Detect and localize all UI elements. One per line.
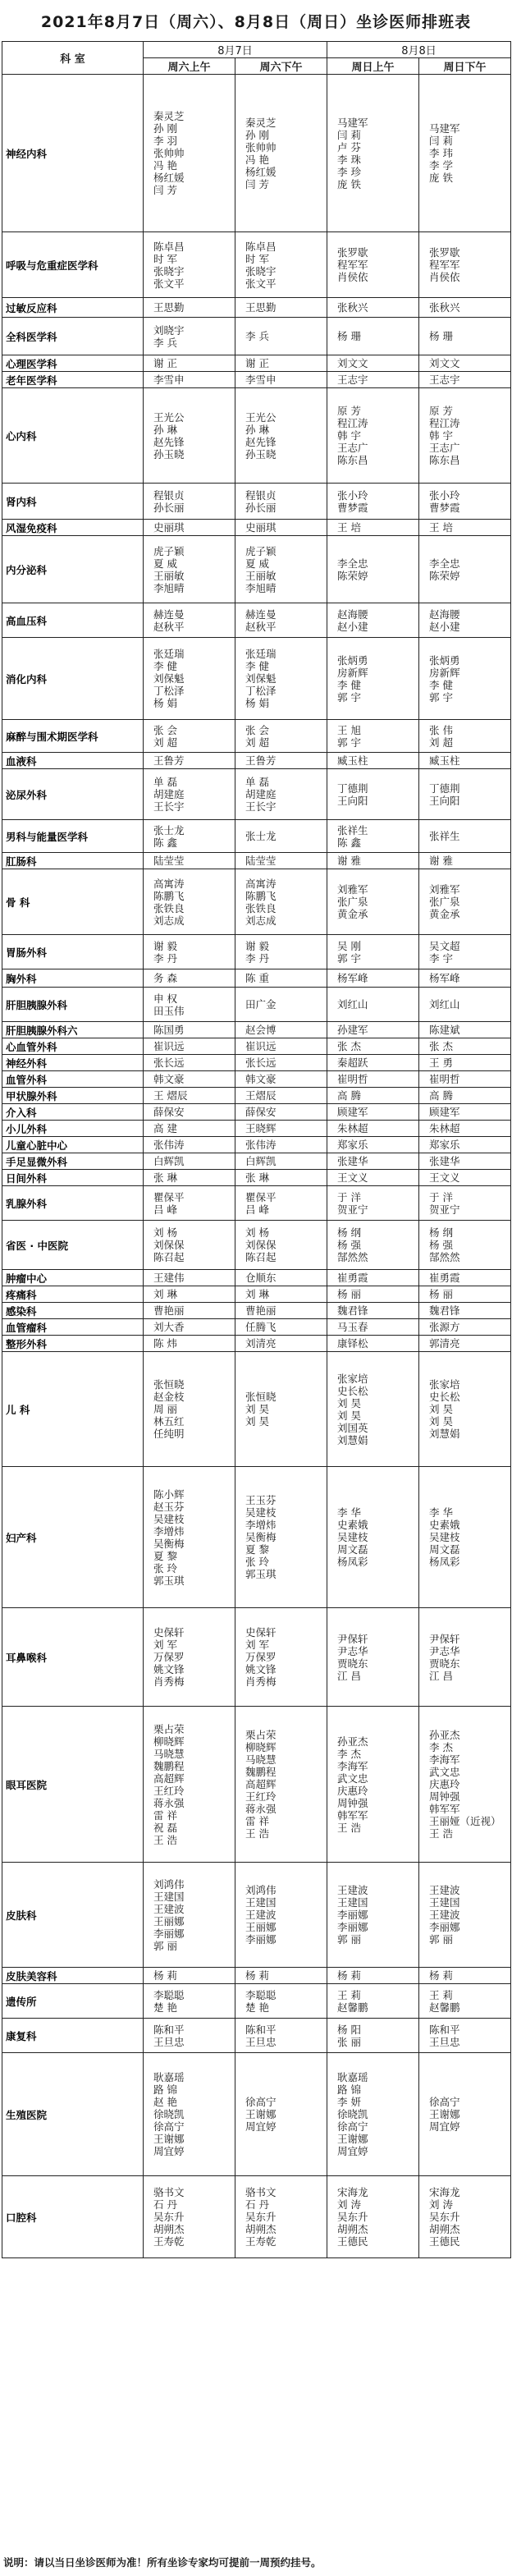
- doctor-list: 于 洋 贺亚宁: [327, 1186, 419, 1221]
- doctor-list: 陆莹莹: [235, 853, 327, 869]
- table-row: [2, 1153, 511, 1170]
- doctor-list: 刘雅军 张广泉 黄金承: [327, 869, 419, 935]
- doctor-list: 杨 珊: [419, 318, 511, 355]
- doctor-list: 孙亚杰 李 杰 李海军 武文忠 庆惠玲 周钟强 韩军军 王 浩: [327, 1707, 419, 1863]
- doctor-list: 魏君锋: [419, 1303, 511, 1319]
- department-name: 感染科: [2, 1303, 144, 1319]
- doctor-list: 王熠辰: [235, 1088, 327, 1104]
- doctor-list: 杨军峰: [327, 969, 419, 988]
- doctor-list: 尹保轩 尹志华 贾晓东 江 昌: [419, 1608, 511, 1707]
- doctor-list: 刘晓宇 李 兵: [144, 318, 235, 355]
- footer-note: 说明：请以当日坐诊医师为准！所有坐诊专家均可提前一周预约挂号。: [3, 2556, 322, 2569]
- department-name: 心内科: [2, 388, 144, 484]
- doctor-list: 张建华: [419, 1153, 511, 1170]
- table-row: [2, 1221, 511, 1270]
- department-name: 日间外科: [2, 1170, 144, 1186]
- doctor-list: 王晓辉: [235, 1121, 327, 1137]
- department-name: 皮肤科: [2, 1863, 144, 1968]
- table-row: [2, 1104, 511, 1121]
- doctor-list: 张 杰: [419, 1038, 511, 1055]
- department-name: 消化内科: [2, 638, 144, 720]
- department-name: 肝胆胰腺外科六: [2, 1022, 144, 1038]
- doctor-list: 王光公 孙 琳 赵先锋 孙玉晓: [235, 388, 327, 484]
- doctor-list: 张 会 刘 超: [144, 720, 235, 753]
- department-name: 儿童心脏中心: [2, 1137, 144, 1153]
- doctor-list: 骆书文 石 丹 吴东升 胡朔杰 王寿乾: [235, 2176, 327, 2258]
- department-name: 儿 科: [2, 1352, 144, 1467]
- department-name: 呼吸与危重症医学科: [2, 232, 144, 298]
- table-row: [2, 536, 511, 603]
- doctor-list: 张恒晓 赵金枝 周 丽 林五红 任纯明: [144, 1352, 235, 1467]
- doctor-list: 丁德荆 王向阳: [327, 769, 419, 820]
- doctor-list: 刘 琳: [235, 1286, 327, 1303]
- table-row: [2, 988, 511, 1022]
- table-row: [2, 1984, 511, 2019]
- doctor-list: 仓顺东: [235, 1270, 327, 1286]
- doctor-list: 李 兵: [235, 318, 327, 355]
- doctor-list: 王 旭 郭 宇: [327, 720, 419, 753]
- department-name: 高血压科: [2, 603, 144, 638]
- doctor-list: 刘 琳: [144, 1286, 235, 1303]
- table-row: [2, 1707, 511, 1863]
- doctor-list: 马建军 闫 莉 卢 芬 李 珠 李 珍 庞 铁: [327, 75, 419, 232]
- doctor-list: 张秋兴: [327, 298, 419, 318]
- doctor-list: 杨 莉: [327, 1968, 419, 1984]
- doctor-list: 杨 莉: [419, 1968, 511, 1984]
- table-row: [2, 753, 511, 769]
- department-name: 血管瘤科: [2, 1319, 144, 1336]
- department-name: 手足显微外科: [2, 1153, 144, 1170]
- date-header-aug7: 8月7日: [144, 42, 327, 58]
- doctor-list: 宋海龙 刘 涛 吴东升 胡朔杰 王德民: [419, 2176, 511, 2258]
- doctor-list: 韩文豪: [144, 1071, 235, 1088]
- table-row: [2, 869, 511, 935]
- doctor-list: 杨 丽: [327, 1286, 419, 1303]
- doctor-list: 虎子颖 夏 威 王丽敏 李旭晴: [235, 536, 327, 603]
- doctor-list: 高寓涛 陈鹏飞 张铁良 刘志成: [144, 869, 235, 935]
- department-name: 心血管外科: [2, 1038, 144, 1055]
- doctor-list: 崔明哲: [327, 1071, 419, 1088]
- department-name: 小儿外科: [2, 1121, 144, 1137]
- department-name: 遗传所: [2, 1984, 144, 2019]
- department-name: 皮肤美容科: [2, 1968, 144, 1984]
- doctor-list: 原 芳 程江涛 韩 宇 王志广 陈东昌: [419, 388, 511, 484]
- doctor-list: 张 琳: [144, 1170, 235, 1186]
- doctor-list: 吴 刚 郭 宇: [327, 935, 419, 969]
- table-row: [2, 388, 511, 484]
- doctor-list: 丁德荆 王向阳: [419, 769, 511, 820]
- table-row: [2, 1121, 511, 1137]
- doctor-list: 崔识远: [235, 1038, 327, 1055]
- doctor-list: 马建军 闫 莉 李 玮 李 学 庞 铁: [419, 75, 511, 232]
- page-title: 2021年8月7日（周六）、8月8日（周日）坐诊医师排班表: [40, 12, 472, 31]
- department-name: 胸外科: [2, 969, 144, 988]
- table-row: [2, 1088, 511, 1104]
- table-row: [2, 1336, 511, 1352]
- doctor-list: 王 莉 赵馨鹏: [419, 1984, 511, 2019]
- doctor-list: 杨 珊: [327, 318, 419, 355]
- doctor-list: 李聪聪 楚 艳: [235, 1984, 327, 2019]
- department-name: 省医 · 中医院: [2, 1221, 144, 1270]
- doctor-list: 秦超跃: [327, 1055, 419, 1071]
- doctor-list: 张秋兴: [419, 298, 511, 318]
- table-row: [2, 1467, 511, 1608]
- table-row: [2, 1303, 511, 1319]
- doctor-list: 李雪申: [144, 372, 235, 388]
- doctor-list: 王思勤: [144, 298, 235, 318]
- department-name: 过敏反应科: [2, 298, 144, 318]
- table-row: [2, 820, 511, 853]
- table-row: [2, 1608, 511, 1707]
- doctor-list: 谢 正: [144, 355, 235, 372]
- doctor-list: 徐高宁 王谢娜 周宜婷: [419, 2053, 511, 2176]
- doctor-list: 史丽琪: [235, 520, 327, 536]
- table-row: [2, 935, 511, 969]
- doctor-list: 郑家乐: [327, 1137, 419, 1153]
- doctor-list: 李 华 史素娥 吴建枝 周文磊 杨凤彩: [327, 1467, 419, 1608]
- department-name: 肿瘤中心: [2, 1270, 144, 1286]
- doctor-list: 王鲁芳: [144, 753, 235, 769]
- doctor-list: 赫连曼 赵秋平: [144, 603, 235, 638]
- doctor-list: 张祥生: [419, 820, 511, 853]
- doctor-list: 崔勇霞: [327, 1270, 419, 1286]
- doctor-list: 陈国勇: [144, 1022, 235, 1038]
- doctor-list: 张士龙: [235, 820, 327, 853]
- department-name: 甲状腺外科: [2, 1088, 144, 1104]
- table-row: [2, 1038, 511, 1055]
- doctor-list: 史保轩 刘 军 万保罗 姚文锋 肖秀梅: [235, 1608, 327, 1707]
- doctor-list: 秦灵芝 孙 刚 张帅帅 冯 艳 杨红媛 闫 芳: [235, 75, 327, 232]
- department-name: 内分泌科: [2, 536, 144, 603]
- doctor-list: 耿嘉瑶 路 锦 赵 艳 徐晓凯 徐高宁 王谢娜 周宜婷: [144, 2053, 235, 2176]
- doctor-list: 薛保安: [235, 1104, 327, 1121]
- department-name: 麻醉与围术期医学科: [2, 720, 144, 753]
- schedule-table: [2, 41, 511, 2258]
- table-row: [2, 1055, 511, 1071]
- doctor-list: 单 磊 胡建庭 王长宇: [235, 769, 327, 820]
- table-row: [2, 853, 511, 869]
- doctor-list: 陈建斌: [419, 1022, 511, 1038]
- table-row: [2, 484, 511, 520]
- doctor-list: 李雪申: [235, 372, 327, 388]
- doctor-list: 刘 杨 刘保保 陈召起: [235, 1221, 327, 1270]
- doctor-list: 谢 毅 李 丹: [235, 935, 327, 969]
- doctor-list: 张伟涛: [144, 1137, 235, 1153]
- doctor-list: 曹艳丽: [235, 1303, 327, 1319]
- table-row: [2, 720, 511, 753]
- doctor-list: 于 洋 贺亚宁: [419, 1186, 511, 1221]
- doctor-list: 张长远: [235, 1055, 327, 1071]
- table-row: [2, 1071, 511, 1088]
- doctor-list: 魏君锋: [327, 1303, 419, 1319]
- doctor-list: 赵海腰 赵小建: [327, 603, 419, 638]
- table-row: [2, 1186, 511, 1221]
- table-row: [2, 355, 511, 372]
- table-row: [2, 318, 511, 355]
- doctor-list: 张家培 史长松 刘 昊 刘 昊 刘慧娟: [419, 1352, 511, 1467]
- doctor-list: 陈 炜: [144, 1336, 235, 1352]
- table-row: [2, 2019, 511, 2053]
- doctor-list: 王 培: [327, 520, 419, 536]
- doctor-list: 李 华 史素娥 吴建枝 周文磊 杨凤彩: [419, 1467, 511, 1608]
- doctor-list: 郑家乐: [419, 1137, 511, 1153]
- table-row: [2, 1022, 511, 1038]
- doctor-list: 张 杰: [327, 1038, 419, 1055]
- doctor-list: 陈和平 王旦忠: [144, 2019, 235, 2053]
- doctor-list: 瞿保平 吕 峰: [235, 1186, 327, 1221]
- department-name: 风湿免疫科: [2, 520, 144, 536]
- department-name: 骨 科: [2, 869, 144, 935]
- doctor-list: 程银贞 孙长丽: [235, 484, 327, 520]
- doctor-list: 臧玉柱: [327, 753, 419, 769]
- doctor-list: 耿嘉瑶 路 锦 李 妍 徐晓凯 徐高宁 王谢娜 周宜婷: [327, 2053, 419, 2176]
- doctor-list: 赫连曼 赵秋平: [235, 603, 327, 638]
- doctor-list: 王 莉 赵馨鹏: [327, 1984, 419, 2019]
- doctor-list: 张伟涛: [235, 1137, 327, 1153]
- doctor-list: 谢 雅: [327, 853, 419, 869]
- doctor-list: 谢 正: [235, 355, 327, 372]
- doctor-list: 张恒晓 刘 昊 刘 昊: [235, 1352, 327, 1467]
- doctor-list: 赵海腰 赵小建: [419, 603, 511, 638]
- department-name: 全科医学科: [2, 318, 144, 355]
- doctor-list: 王文义: [419, 1170, 511, 1186]
- doctor-list: 史丽琪: [144, 520, 235, 536]
- department-name: 耳鼻喉科: [2, 1608, 144, 1707]
- table-row: [2, 1319, 511, 1336]
- doctor-list: 王文义: [327, 1170, 419, 1186]
- doctor-list: 韩文豪: [235, 1071, 327, 1088]
- table-row: [2, 638, 511, 720]
- table-row: [2, 1137, 511, 1153]
- department-name: 男科与能量医学科: [2, 820, 144, 853]
- table-row: [2, 969, 511, 988]
- doctor-list: 高 建: [144, 1121, 235, 1137]
- doctor-list: 高寓涛 陈鹏飞 张铁良 刘志成: [235, 869, 327, 935]
- date-header-aug8: 8月8日: [327, 42, 511, 58]
- doctor-list: 栗占荣 柳晓辉 马晓慧 魏鹏程 高超辉 王红玲 蒋永强 雷 祥 王 浩: [235, 1707, 327, 1863]
- doctor-list: 孙亚杰 李 杰 李海军 武文忠 庆惠玲 周钟强 韩军军 王丽娅（近视） 王 浩: [419, 1707, 511, 1863]
- doctor-list: 王思勤: [235, 298, 327, 318]
- doctor-list: 张罗歇 程军军 肖侯依: [419, 232, 511, 298]
- doctor-list: 刘雅军 张广泉 黄金承: [419, 869, 511, 935]
- doctor-list: 马玉春: [327, 1319, 419, 1336]
- table-row: [2, 1968, 511, 1984]
- department-name: 神经外科: [2, 1055, 144, 1071]
- doctor-list: 王建波 王建国 王建波 李丽娜 郭 丽: [419, 1863, 511, 1968]
- table-row: [2, 2176, 511, 2258]
- doctor-list: 徐高宁 王谢娜 周宜婷: [235, 2053, 327, 2176]
- doctor-list: 张 琳: [235, 1170, 327, 1186]
- doctor-list: 杨 莉: [144, 1968, 235, 1984]
- department-name: 肾内科: [2, 484, 144, 520]
- doctor-list: 刘清亮: [235, 1336, 327, 1352]
- doctor-list: 谢 毅 李 丹: [144, 935, 235, 969]
- department-name: 神经内科: [2, 75, 144, 232]
- doctor-list: 申 权 田玉伟: [144, 988, 235, 1022]
- table-row: [2, 769, 511, 820]
- doctor-list: 白辉凯: [235, 1153, 327, 1170]
- table-row: [2, 1286, 511, 1303]
- department-name: 老年医学科: [2, 372, 144, 388]
- doctor-list: 骆书文 石 丹 吴东升 胡朔杰 王寿乾: [144, 2176, 235, 2258]
- doctor-list: 朱林超: [419, 1121, 511, 1137]
- table-row: [2, 232, 511, 298]
- table-row: [2, 372, 511, 388]
- doctor-list: 陈小辉 赵玉芬 吴建枝 李增炜 吴衡梅 夏 黎 张 玲 郭玉琪: [144, 1467, 235, 1608]
- department-name: 乳腺外科: [2, 1186, 144, 1221]
- doctor-list: 栗占荣 柳晓辉 马晓慧 魏鹏程 高超辉 王红玲 蒋永强 雷 祥 祝 磊 王 浩: [144, 1707, 235, 1863]
- doctor-list: 杨 阳 张 丽: [327, 2019, 419, 2053]
- doctor-list: 杨军峰: [419, 969, 511, 988]
- table-row: [2, 520, 511, 536]
- doctor-list: 高 腾: [419, 1088, 511, 1104]
- doctor-list: 白辉凯: [144, 1153, 235, 1170]
- doctor-list: 王志宇: [419, 372, 511, 388]
- doctor-list: 顾建军: [327, 1104, 419, 1121]
- doctor-list: 王 勇: [419, 1055, 511, 1071]
- doctor-list: 原 芳 程江涛 韩 宇 王志广 陈东昌: [327, 388, 419, 484]
- doctor-list: 张小玲 曹梦霞: [327, 484, 419, 520]
- doctor-list: 杨 莉: [235, 1968, 327, 1984]
- doctor-list: 张建华: [327, 1153, 419, 1170]
- dept-header: 科 室: [2, 42, 144, 75]
- department-name: 康复科: [2, 2019, 144, 2053]
- doctor-list: 陈 重: [235, 969, 327, 988]
- doctor-list: 陈卓昌 时 军 张晓宇 张文平: [235, 232, 327, 298]
- doctor-list: 张 伟 刘 超: [419, 720, 511, 753]
- doctor-list: 刘鸿伟 王建国 王建波 王丽娜 李丽娜: [235, 1863, 327, 1968]
- doctor-list: 陈卓昌 时 军 张晓宇 张文平: [144, 232, 235, 298]
- doctor-list: 李聪聪 楚 艳: [144, 1984, 235, 2019]
- doctor-list: 张廷瑞 李 健 刘保魁 丁松泽 杨 娟: [235, 638, 327, 720]
- doctor-list: 刘红山: [327, 988, 419, 1022]
- doctor-list: 张廷瑞 李 健 刘保魁 丁松泽 杨 娟: [144, 638, 235, 720]
- doctor-list: 虎子颖 夏 威 王丽敏 李旭晴: [144, 536, 235, 603]
- doctor-list: 王 培: [419, 520, 511, 536]
- doctor-list: 史保轩 刘 军 万保罗 姚文锋 肖秀梅: [144, 1608, 235, 1707]
- table-row: [2, 1170, 511, 1186]
- department-name: 疼痛科: [2, 1286, 144, 1303]
- doctor-list: 张源方: [419, 1319, 511, 1336]
- doctor-list: 张祥生 陈 鑫: [327, 820, 419, 853]
- doctor-list: 杨 丽: [419, 1286, 511, 1303]
- session-header-sat-pm: 周六下午: [235, 58, 327, 75]
- doctor-list: 臧玉柱: [419, 753, 511, 769]
- department-name: 肛肠科: [2, 853, 144, 869]
- session-header-sun-am: 周日上午: [327, 58, 419, 75]
- doctor-list: 单 磊 胡建庭 王长宇: [144, 769, 235, 820]
- doctor-list: 崔勇霞: [419, 1270, 511, 1286]
- department-name: 整形外科: [2, 1336, 144, 1352]
- doctor-list: 秦灵芝 孙 刚 李 羽 张帅帅 冯 艳 杨红媛 闫 芳: [144, 75, 235, 232]
- doctor-list: 王建伟: [144, 1270, 235, 1286]
- doctor-list: 王光公 孙 琳 赵先锋 孙玉晓: [144, 388, 235, 484]
- doctor-list: 杨 纲 杨 强 郜然然: [327, 1221, 419, 1270]
- doctor-list: 郭清亮: [419, 1336, 511, 1352]
- department-name: 眼耳医院: [2, 1707, 144, 1863]
- doctor-list: 刘红山: [419, 988, 511, 1022]
- doctor-list: 顾建军: [419, 1104, 511, 1121]
- doctor-list: 曹艳丽: [144, 1303, 235, 1319]
- doctor-list: 康铎松: [327, 1336, 419, 1352]
- doctor-list: 陈和平 王旦忠: [419, 2019, 511, 2053]
- doctor-list: 王玉芬 吴建枝 李增炜 吴衡梅 夏 黎 张 玲 郭玉琪: [235, 1467, 327, 1608]
- doctor-list: 刘文文: [327, 355, 419, 372]
- department-name: 肝胆胰腺外科: [2, 988, 144, 1022]
- department-name: 血管外科: [2, 1071, 144, 1088]
- doctor-list: 朱林超: [327, 1121, 419, 1137]
- table-row: [2, 2053, 511, 2176]
- doctor-list: 宋海龙 刘 涛 吴东升 胡朔杰 王德民: [327, 2176, 419, 2258]
- table-row: [2, 1270, 511, 1286]
- doctor-list: 张家培 史长松 刘 昊 刘 昊 刘国英 刘慧娟: [327, 1352, 419, 1467]
- doctor-list: 张 会 刘 超: [235, 720, 327, 753]
- department-name: 胃肠外科: [2, 935, 144, 969]
- table-row: [2, 75, 511, 232]
- department-name: 心理医学科: [2, 355, 144, 372]
- doctor-list: 张士龙 陈 鑫: [144, 820, 235, 853]
- department-name: 泌尿外科: [2, 769, 144, 820]
- doctor-list: 刘 杨 刘保保 陈召起: [144, 1221, 235, 1270]
- doctor-list: 陈和平 王旦忠: [235, 2019, 327, 2053]
- doctor-list: 张罗歇 程军军 肖侯依: [327, 232, 419, 298]
- doctor-list: 崔明哲: [419, 1071, 511, 1088]
- doctor-list: 田广金: [235, 988, 327, 1022]
- doctor-list: 谢 雅: [419, 853, 511, 869]
- doctor-list: 张炳勇 房新辉 李 健 郭 宇: [419, 638, 511, 720]
- doctor-list: 王志宇: [327, 372, 419, 388]
- doctor-list: 吴文超 李 宇: [419, 935, 511, 969]
- doctor-list: 王 熠辰: [144, 1088, 235, 1104]
- doctor-list: 瞿保平 吕 峰: [144, 1186, 235, 1221]
- doctor-list: 高 腾: [327, 1088, 419, 1104]
- doctor-list: 孙建军: [327, 1022, 419, 1038]
- doctor-list: 李全忠 陈荣婷: [327, 536, 419, 603]
- doctor-list: 李全忠 陈荣婷: [419, 536, 511, 603]
- doctor-list: 刘鸿伟 王建国 王建波 王丽娜 李丽娜 郭 丽: [144, 1863, 235, 1968]
- doctor-list: 陆莹莹: [144, 853, 235, 869]
- department-name: 血液科: [2, 753, 144, 769]
- department-name: 妇产科: [2, 1467, 144, 1608]
- session-header-sun-pm: 周日下午: [419, 58, 511, 75]
- department-name: 口腔科: [2, 2176, 144, 2258]
- doctor-list: 王鲁芳: [235, 753, 327, 769]
- doctor-list: 薛保安: [144, 1104, 235, 1121]
- doctor-list: 赵会博: [235, 1022, 327, 1038]
- table-row: [2, 298, 511, 318]
- schedule-body: [2, 75, 511, 2258]
- doctor-list: 尹保轩 尹志华 贾晓东 江 昌: [327, 1608, 419, 1707]
- doctor-list: 任腾飞: [235, 1319, 327, 1336]
- doctor-list: 务 森: [144, 969, 235, 988]
- department-name: 生殖医院: [2, 2053, 144, 2176]
- doctor-list: 张小玲 曹梦霞: [419, 484, 511, 520]
- doctor-list: 张炳勇 房新辉 李 健 郭 宇: [327, 638, 419, 720]
- doctor-list: 程银贞 孙长丽: [144, 484, 235, 520]
- table-row: [2, 603, 511, 638]
- doctor-list: 张长远: [144, 1055, 235, 1071]
- doctor-list: 杨 纲 杨 强 郜然然: [419, 1221, 511, 1270]
- doctor-list: 王建波 王建国 李丽娜 李丽娜 郭 丽: [327, 1863, 419, 1968]
- doctor-list: 刘文文: [419, 355, 511, 372]
- session-header-sat-am: 周六上午: [144, 58, 235, 75]
- doctor-list: 刘大香: [144, 1319, 235, 1336]
- table-row: [2, 1352, 511, 1467]
- department-name: 介入科: [2, 1104, 144, 1121]
- table-row: [2, 1863, 511, 1968]
- doctor-list: 崔识远: [144, 1038, 235, 1055]
